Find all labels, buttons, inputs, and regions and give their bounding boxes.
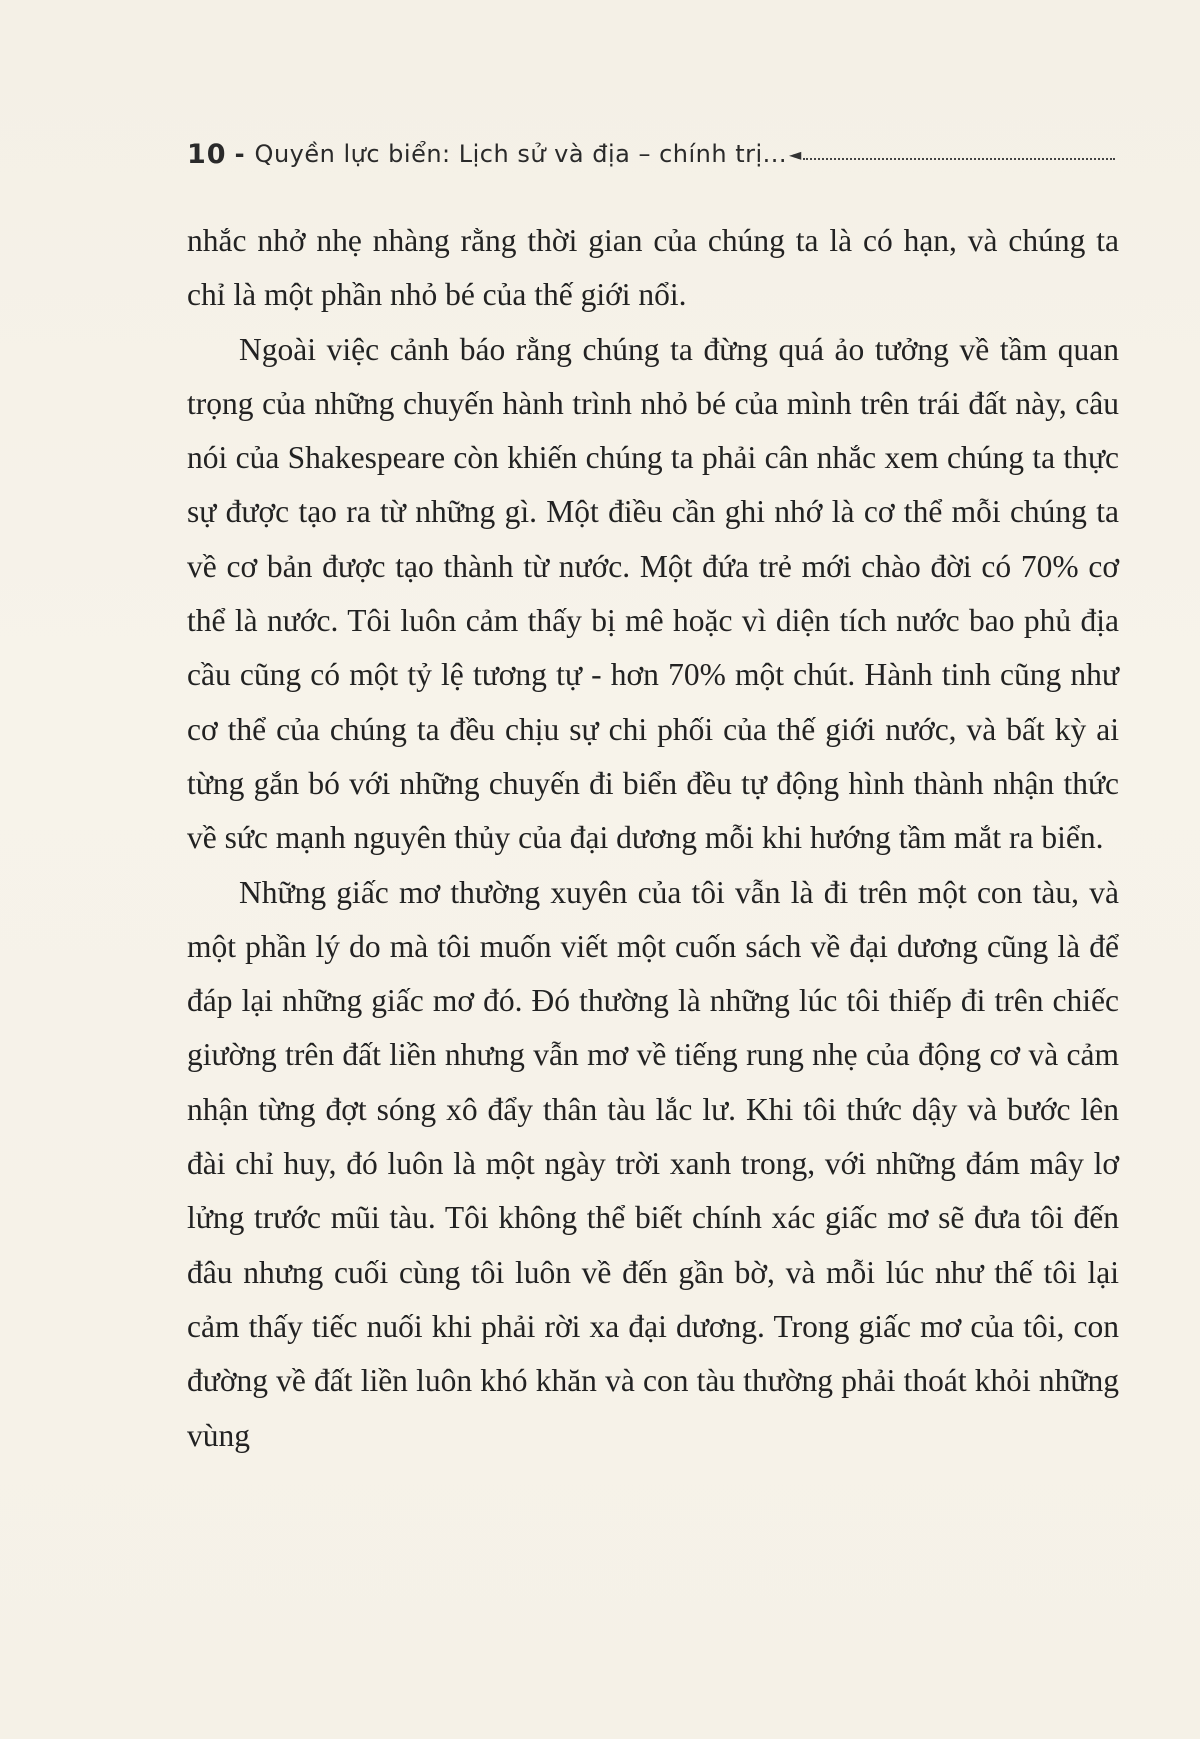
running-header (187, 136, 1115, 172)
dotted-leader (803, 158, 1115, 160)
page-number: 10 (187, 138, 227, 170)
arrow-left-icon: ◄ (789, 144, 802, 164)
header-separator: - (234, 140, 245, 168)
paragraph-continued: nhắc nhở nhẹ nhàng rằng thời gian của chúng ta là có hạn, và chúng ta chỉ là một phần nhỏ bé của thế giới nổi. (187, 223, 1119, 313)
body-text (187, 214, 1119, 1463)
paragraph-shakespeare: Ngoài việc cảnh báo rằng chúng ta đừng quá ảo tưởng về tầm quan trọng của những chuyến hành trình nhỏ bé của mình trên trái đất này, câu nói của Shakespeare còn khiến chúng ta phải cân nhắc xem chúng ta thực sự được tạo ra từ những gì. Một điều cần ghi nhớ là cơ thể mỗi chúng ta về cơ bản được tạo thành từ nước. Một đứa trẻ mới chào đời có 70% cơ thể là nước. Tôi luôn cảm thấy bị mê hoặc vì diện tích nước bao phủ địa cầu cũng có một tỷ lệ tương tự - hơn 70% một chút. Hành tinh cũng như cơ thể của chúng ta đều chịu sự chi phối của thế giới nước, và bất kỳ ai từng gắn bó với những chuyến đi biển đều tự động hình thành nhận thức về sức mạnh nguyên thủy của đại dương mỗi khi hướng tầm mắt ra biển. (187, 331, 1119, 856)
running-title: Quyền lực biển: Lịch sử và địa – chính trị... (254, 140, 788, 168)
paragraph-dreams: Những giấc mơ thường xuyên của tôi vẫn là đi trên một con tàu, và một phần lý do mà tôi muốn viết một cuốn sách về đại dương cũng là để đáp lại những giấc mơ đó. Đó thường là những lúc tôi thiếp đi trên chiếc giường trên đất liền nhưng vẫn mơ về tiếng rung nhẹ của động cơ và cảm nhận từng đợt sóng xô đẩy thân tàu lắc lư. Khi tôi thức dậy và bước lên đài chỉ huy, đó luôn là một ngày trời xanh trong, với những đám mây lơ lửng trước mũi tàu. Tôi không thể biết chính xác giấc mơ sẽ đưa tôi đến đâu nhưng cuối cùng tôi luôn về đến gần bờ, và mỗi lúc như thế tôi lại cảm thấy tiếc nuối khi phải rời xa đại dương. Trong giấc mơ của tôi, con đường về đất liền luôn khó khăn và con tàu thường phải thoát khỏi những vùng (187, 874, 1119, 1453)
